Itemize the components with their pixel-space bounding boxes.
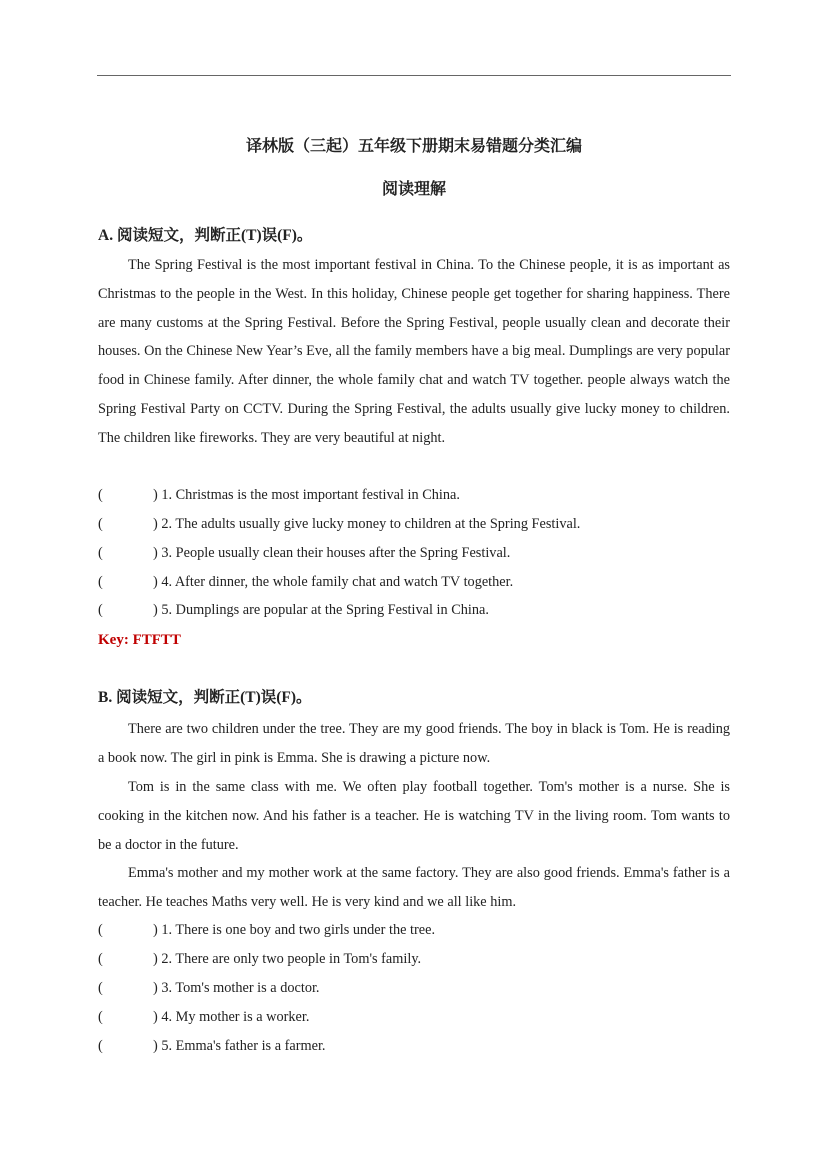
answer-key: Key: FTFTT xyxy=(98,632,181,648)
answer-blank-open: ( xyxy=(98,1009,103,1025)
answer-blank-close: ) xyxy=(153,980,158,996)
answer-blank-open: ( xyxy=(98,516,103,532)
header-rule xyxy=(97,75,731,76)
answer-blank-close: ) xyxy=(153,545,158,561)
section-b-paragraph-1: There are two children under the tree. They are my good friends. The boy in black is Tom. He is reading a book now. The girl in pink is Emma. She is drawing a picture now. xyxy=(98,721,730,766)
question-a-1 xyxy=(98,485,460,505)
answer-blank-open: ( xyxy=(98,980,103,996)
section-b-paragraph-3: Emma's mother and my mother work at the same factory. They are also good friends. Emma's father is a teacher. He teaches Maths very well. He is very kind and we all like him. xyxy=(98,865,730,910)
answer-blank-open: ( xyxy=(98,602,103,618)
question-b-5 xyxy=(98,1036,326,1056)
answer-blank-open: ( xyxy=(98,487,103,503)
answer-blank-close: ) xyxy=(153,602,158,618)
document-title: 译林版（三起）五年级下册期末易错题分类汇编 xyxy=(245,138,582,155)
answer-blank-open: ( xyxy=(98,574,103,590)
question-a-3 xyxy=(98,543,510,563)
answer-blank-open: ( xyxy=(98,951,103,967)
question-b-4 xyxy=(98,1007,309,1027)
question-text: 3. People usually clean their houses after the Spring Festival. xyxy=(161,545,511,561)
question-b-2 xyxy=(98,949,421,969)
answer-blank-close: ) xyxy=(153,1009,158,1025)
question-text: 4. After dinner, the whole family chat and watch TV together. xyxy=(161,574,514,590)
answer-blank-close: ) xyxy=(153,951,158,967)
answer-blank-close: ) xyxy=(153,922,158,938)
question-text: 3. Tom's mother is a doctor. xyxy=(161,980,320,996)
answer-blank-close: ) xyxy=(153,487,158,503)
question-text: 5. Dumplings are popular at the Spring Festival in China. xyxy=(161,602,489,618)
answer-blank-open: ( xyxy=(98,922,103,938)
question-b-1 xyxy=(98,920,435,940)
question-text: 5. Emma's father is a farmer. xyxy=(161,1038,326,1054)
question-text: 4. My mother is a worker. xyxy=(161,1009,310,1025)
section-b-paragraph-2: Tom is in the same class with me. We often play football together. Tom's mother is a nurse. She is cooking in the kitchen now. And his father is a teacher. He is watching TV in the living room. Tom wants to be a doctor in the future. xyxy=(98,779,730,853)
document-subtitle: 阅读理解 xyxy=(381,181,446,198)
answer-blank-close: ) xyxy=(153,574,158,590)
question-a-5 xyxy=(98,600,489,620)
section-a-heading: A. 阅读短文，判断正(T)误(F)。 xyxy=(98,227,313,244)
question-text: 2. There are only two people in Tom's family. xyxy=(161,951,422,967)
question-a-4 xyxy=(98,572,513,592)
question-text: 1. Christmas is the most important festival in China. xyxy=(161,487,460,503)
question-a-2 xyxy=(98,514,580,534)
section-a-passage: The Spring Festival is the most important festival in China. To the Chinese people, it is as important as Christmas to the people in the West. In this holiday, Chinese people get together for sharing happiness. There are many customs at the Spring Festival. Before the Spring Festival, people usually clean and decorate their houses. On the Chinese New Year’s Eve, all the family members have a big meal. Dumplings are very popular food in Chinese family. After dinner, the whole family chat and watch TV together. people always watch the Spring Festival Party on CCTV. During the Spring Festival, the adults usually give lucky money to children. The children like fireworks. They are very beautiful at night. xyxy=(98,257,730,446)
answer-blank-open: ( xyxy=(98,545,103,561)
answer-blank-close: ) xyxy=(153,1038,158,1054)
question-text: 2. The adults usually give lucky money to children at the Spring Festival. xyxy=(161,516,581,532)
question-text: 1. There is one boy and two girls under the tree. xyxy=(161,922,436,938)
answer-blank-open: ( xyxy=(98,1038,103,1054)
section-b-heading: B. 阅读短文，判断正(T)误(F)。 xyxy=(98,689,312,706)
answer-blank-close: ) xyxy=(153,516,158,532)
question-b-3 xyxy=(98,978,320,998)
